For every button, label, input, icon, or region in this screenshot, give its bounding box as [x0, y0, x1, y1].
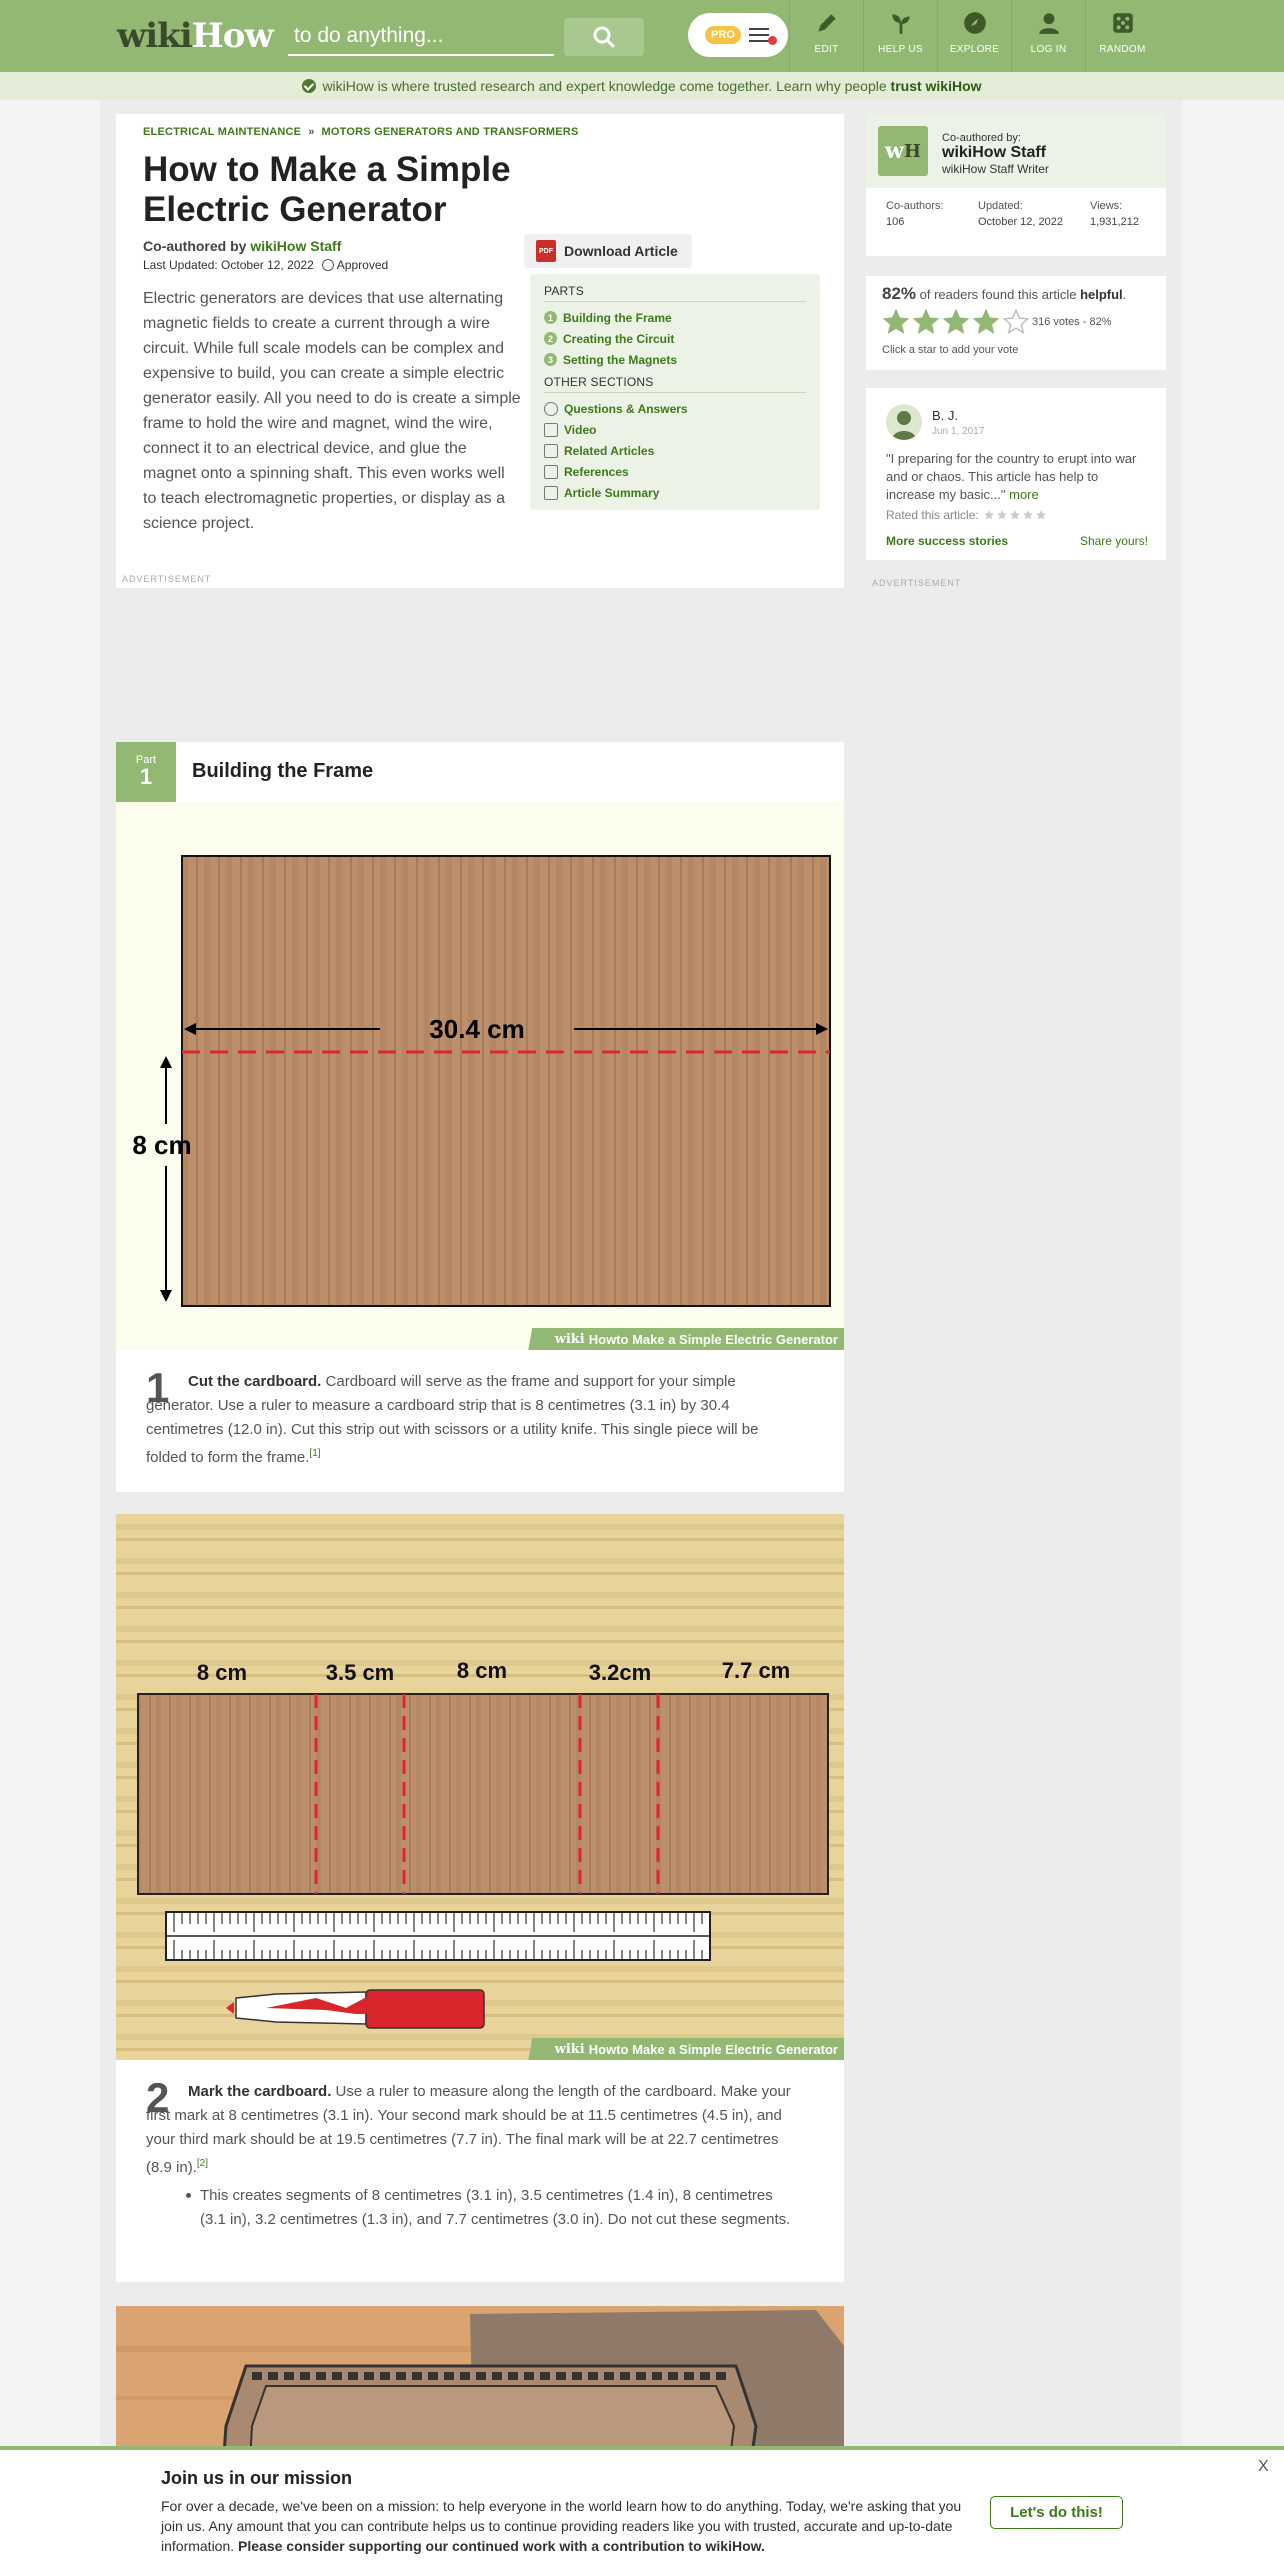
toc-summary-label: Article Summary	[564, 485, 660, 500]
check-circle-icon	[302, 79, 316, 93]
step-2-title: Mark the cardboard.	[188, 2083, 332, 2100]
helpful-end: .	[1122, 287, 1127, 302]
coauthored-by-label: Co-authored by:	[942, 132, 1021, 144]
toc-part-2[interactable]	[544, 328, 806, 349]
toc-references-label: References	[564, 464, 629, 479]
sprout-icon	[888, 10, 914, 36]
toc-video-label: Video	[564, 422, 597, 437]
pro-menu-button[interactable]	[688, 13, 788, 57]
stat-coauthors-value: 106	[886, 216, 905, 228]
video-icon	[544, 423, 558, 437]
toc-article-summary[interactable]	[544, 482, 806, 503]
watermark-wiki: wiki	[554, 1331, 585, 1347]
trust-bar	[0, 72, 1284, 100]
advertisement-label: ADVERTISEMENT	[122, 574, 212, 584]
ruler-drawing	[166, 1912, 710, 1960]
length-dimension-label: 30.4 cm	[429, 1014, 525, 1044]
star-3-icon[interactable]	[942, 308, 970, 336]
rating-card	[866, 276, 1166, 370]
stat-views	[1090, 198, 1139, 230]
approved-check-icon	[322, 259, 334, 271]
review-more-link[interactable]: more	[1009, 487, 1039, 502]
votes-count: 316 votes - 82%	[1032, 316, 1112, 328]
width-dimension-label: 8 cm	[132, 1130, 192, 1160]
nav-help-us-label: HELP US	[878, 44, 923, 55]
toc-other-heading: OTHER SECTIONS	[544, 375, 806, 393]
image-watermark	[518, 1328, 844, 1350]
stat-updated-label: Updated:	[978, 200, 1023, 212]
breadcrumb-motors-generators[interactable]: MOTORS GENERATORS AND TRANSFORMERS	[321, 126, 579, 138]
image-watermark	[518, 2038, 844, 2060]
references-icon	[544, 465, 558, 479]
mini-star-icon	[996, 509, 1008, 521]
top-navigation-bar	[0, 0, 1284, 72]
toc-related-articles[interactable]	[544, 440, 806, 461]
banner-body	[161, 2496, 979, 2556]
nav-random[interactable]	[1085, 0, 1159, 72]
hamburger-icon	[749, 28, 771, 42]
toc-questions-answers[interactable]	[544, 398, 806, 419]
logo-how-part: How	[191, 16, 273, 56]
part-badge	[116, 742, 176, 802]
nav-edit-label: EDIT	[814, 44, 839, 55]
trust-wikihow-link[interactable]: trust wikiHow	[890, 78, 982, 94]
mini-star-icon	[1035, 509, 1047, 521]
dice-icon	[1110, 10, 1136, 36]
page-title: How to Make a Simple Electric Generator	[143, 150, 511, 229]
last-updated-line	[143, 258, 388, 272]
stat-views-label: Views:	[1090, 200, 1123, 212]
toc-part-3-number: 3	[544, 353, 557, 366]
banner-body-text: For over a decade, we've been on a mission: to help everyone in the world learn how to do anything. Today, we're asking that you join us. Any amount that you can contribute helps us to continue providing readers like you with trusted, accurate and up-to-date information.	[161, 2498, 962, 2554]
part-number: 1	[139, 764, 153, 789]
nav-explore-label: EXPLORE	[949, 44, 1000, 55]
star-5-icon[interactable]	[1002, 308, 1030, 336]
review-date: Jun 1, 2017	[932, 426, 985, 437]
step-2-number: 2	[146, 2074, 170, 2121]
breadcrumb	[143, 126, 579, 138]
search-icon	[592, 25, 616, 49]
rating-stars	[882, 308, 1030, 336]
helpful-line	[882, 284, 1126, 304]
stat-coauthors-label: Co-authors:	[886, 200, 944, 212]
toc-references[interactable]	[544, 461, 806, 482]
logo-wiki-part: wiki	[117, 16, 192, 56]
coauthor-card	[866, 114, 1166, 256]
toc-part-2-label: Creating the Circuit	[563, 331, 675, 346]
watermark-wiki: wiki	[554, 2041, 585, 2057]
intro-paragraph: Electric generators are devices that use alternating magnetic fields to create a current through a wire circuit. While full scale models can be complex and expensive to build, you can create a simple electric generator easily. All you need to do is create a simple frame to hold the wire and magnet, wind the wire, connect it to an electrical device, and glue the magnet onto a spinning shaft. This even works well to teach electromagnetic properties, or display as a science project.	[143, 290, 521, 532]
share-yours-link[interactable]: Share yours!	[1079, 534, 1148, 548]
search-button[interactable]	[564, 18, 644, 56]
breadcrumb-electrical-maintenance[interactable]: ELECTRICAL MAINTENANCE	[143, 126, 302, 138]
person-icon	[886, 404, 922, 440]
review-quote: "I preparing for the country to erupt into war and or chaos. This article has help to increase my basic..."	[886, 451, 1137, 502]
person-icon	[1036, 10, 1062, 36]
stat-updated	[978, 198, 1068, 230]
download-article-button[interactable]	[524, 234, 692, 268]
compass-icon	[962, 10, 988, 36]
toc-part-3[interactable]	[544, 349, 806, 370]
breadcrumb-separator: »	[308, 126, 315, 138]
wikihow-staff-avatar: w H	[878, 126, 928, 176]
coauthor-link[interactable]: wikiHow Staff	[250, 238, 342, 254]
lets-do-this-button[interactable]: Let's do this!	[990, 2496, 1123, 2529]
step-1-title: Cut the cardboard.	[188, 1373, 322, 1390]
wikihow-logo[interactable]	[117, 16, 273, 56]
mini-star-icon	[983, 509, 995, 521]
nav-log-in-label: LOG IN	[1030, 44, 1067, 55]
trust-text: wikiHow is where trusted research and expert knowledge come together. Learn why people	[322, 78, 891, 94]
stat-coauthors	[886, 198, 943, 230]
helpful-word: helpful	[1080, 287, 1123, 302]
coauthor-line	[143, 238, 341, 254]
step-2-image[interactable]	[116, 1514, 844, 2060]
star-hint: Click a star to add your vote	[882, 344, 1019, 356]
banner-close-button[interactable]: X	[1258, 2458, 1269, 2475]
nav-explore[interactable]	[937, 0, 1011, 72]
step-1-text	[146, 1370, 796, 1470]
review-mini-stars	[983, 509, 1047, 521]
mini-star-icon	[1022, 509, 1034, 521]
pencil-icon	[814, 10, 840, 36]
author-name[interactable]: wikiHow Staff	[942, 144, 1047, 161]
segment-5-label: 7.7 cm	[721, 1658, 791, 1683]
search-input[interactable]	[288, 18, 554, 56]
banner-title: Join us in our mission	[161, 2468, 353, 2488]
step-2-bullet: This creates segments of 8 centimetres (3.1 in), 3.5 centimetres (1.4 in), 8 centimetres (3.1 in), 3.2 centimetres (1.3 in), and 7.7 centimetres (3.0 in). Do not cut these segments.	[200, 2184, 800, 2232]
step-1-image[interactable]	[116, 802, 844, 1350]
coauthor-header	[866, 114, 1166, 188]
nav-random-label: RANDOM	[1099, 44, 1146, 55]
download-article-label: Download Article	[564, 243, 678, 259]
watermark-text: to Make a Simple Electric Generator	[616, 1331, 838, 1347]
part-title: Building the Frame	[192, 760, 374, 782]
toc-related-label: Related Articles	[564, 443, 655, 458]
star-1-icon[interactable]	[882, 308, 910, 336]
watermark-text: to Make a Simple Electric Generator	[616, 2041, 838, 2057]
step-2-card	[116, 1514, 844, 2282]
reviewer-name: B. J.	[932, 408, 959, 423]
segment-1-label: 8 cm	[196, 1660, 248, 1685]
step-1-reference[interactable]: [1]	[309, 1448, 321, 1459]
author-role: wikiHow Staff Writer	[942, 162, 1049, 176]
notification-dot	[768, 36, 777, 45]
last-updated-text: Last Updated: October 12, 2022	[143, 258, 314, 272]
cardboard-strip-illustration	[116, 802, 844, 1350]
part-1-card	[116, 742, 844, 1492]
nav-help-us[interactable]	[863, 0, 937, 72]
watermark-how: How	[588, 1331, 617, 1347]
star-2-icon[interactable]	[912, 308, 940, 336]
question-icon	[544, 402, 558, 416]
sidebar-advertisement-label: ADVERTISEMENT	[872, 578, 962, 588]
summary-icon	[544, 486, 558, 500]
coauthor-prefix: Co-authored by	[143, 238, 251, 254]
watermark-how: How	[588, 2041, 617, 2057]
step-1-body: Cardboard will serve as the frame and support for your simple generator. Use a ruler to measure a cardboard strip that is 8 centimetres (3.1 in) by 30.4 centimetres (12.0 in). Cut this strip out with scissors or a utility knife. This single piece will be folded to form the frame.	[146, 1373, 759, 1466]
toc-part-1[interactable]	[544, 307, 806, 328]
nav-log-in[interactable]	[1011, 0, 1085, 72]
step-2-body: Use a ruler to measure along the length of the cardboard. Make your first mark at 8 centimetres (3.1 in). Your second mark should be at 11.5 centimetres (4.5 in), and your third mark should be at 19.5 centimetres (7.7 in). The final mark will be at 22.7 centimetres (8.9 in).	[146, 2083, 791, 2176]
review-text	[886, 450, 1148, 504]
approved-label[interactable]: Approved	[336, 258, 389, 272]
toc-part-3-label: Setting the Magnets	[563, 352, 678, 367]
pro-badge: PRO	[705, 26, 741, 44]
helpful-percent: 82%	[882, 284, 917, 303]
nav-edit[interactable]	[789, 0, 863, 72]
banner-body-bold: Please consider supporting our continued work with a contribution to wikiHow.	[238, 2538, 765, 2554]
stat-views-value: 1,931,212	[1090, 216, 1139, 228]
segment-2-label: 3.5 cm	[325, 1660, 395, 1685]
toc-questions-label: Questions & Answers	[564, 401, 688, 416]
helpful-text: of readers found this article	[916, 287, 1081, 302]
article-intro-card	[116, 114, 844, 588]
step-2-reference[interactable]: [2]	[196, 2158, 208, 2169]
more-success-stories-link[interactable]: More success stories	[886, 534, 1009, 548]
reviewer-avatar	[886, 404, 922, 440]
marked-cardboard-illustration	[116, 1514, 844, 2060]
toc-parts-heading: PARTS	[544, 284, 806, 302]
toc-part-1-label: Building the Frame	[563, 310, 672, 325]
support-banner	[0, 2446, 1284, 2568]
step-2-text	[146, 2080, 796, 2180]
review-rating	[886, 508, 1047, 522]
segment-3-label: 8 cm	[456, 1658, 508, 1683]
reader-review-card	[866, 388, 1166, 560]
part-label: Part	[135, 754, 157, 766]
pdf-icon: PDF	[536, 240, 556, 262]
toc-part-2-number: 2	[544, 332, 557, 345]
stat-updated-value: October 12, 2022	[978, 216, 1064, 228]
nav-items	[789, 0, 1159, 72]
step-1-number: 1	[146, 1364, 170, 1411]
mini-star-icon	[1009, 509, 1021, 521]
rated-label: Rated this article:	[886, 508, 979, 522]
table-of-contents	[530, 274, 820, 510]
toc-part-1-number: 1	[544, 311, 557, 324]
segment-4-label: 3.2cm	[588, 1660, 652, 1685]
star-4-icon[interactable]	[972, 308, 1000, 336]
related-icon	[544, 444, 558, 458]
toc-video[interactable]	[544, 419, 806, 440]
